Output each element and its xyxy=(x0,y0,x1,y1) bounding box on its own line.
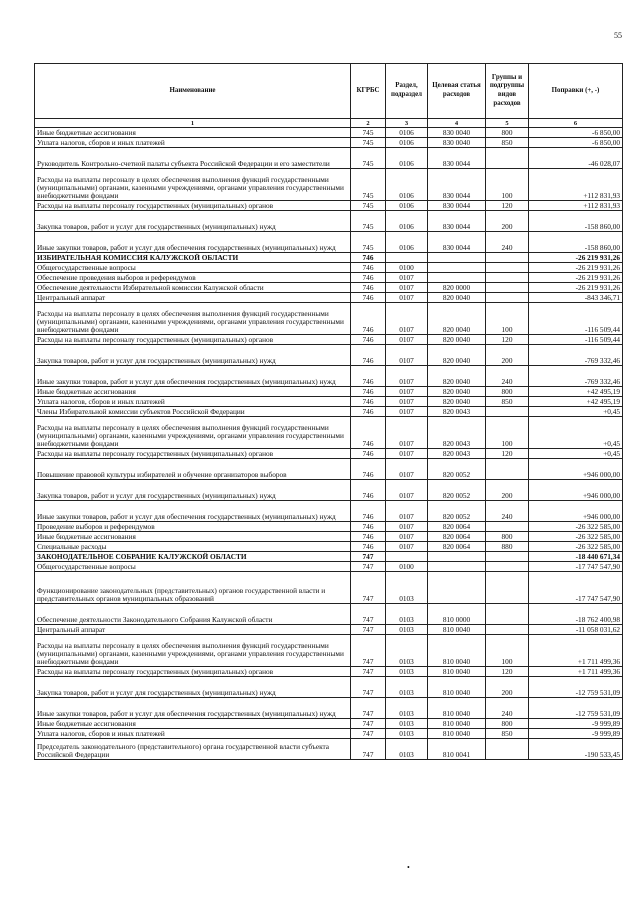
row-section: 0103 xyxy=(386,635,428,667)
row-target: 820 0064 xyxy=(428,522,486,532)
row-name: Закупка товаров, работ и услуг для государственных (муниципальных) нужд xyxy=(35,480,351,501)
row-kgrbs: 745 xyxy=(351,169,386,201)
budget-amendments-table xyxy=(34,63,623,760)
row-kgrbs: 746 xyxy=(351,303,386,335)
row-name: Закупка товаров, работ и услуг для государственных (муниципальных) нужд xyxy=(35,345,351,366)
table-row xyxy=(35,729,623,739)
row-value: -17 747 547,90 xyxy=(529,572,623,604)
row-kgrbs: 747 xyxy=(351,604,386,625)
row-value: -26 219 931,26 xyxy=(529,263,623,273)
row-section: 0107 xyxy=(386,501,428,522)
row-kgrbs: 746 xyxy=(351,449,386,459)
row-kgrbs: 746 xyxy=(351,387,386,397)
column-number: 4 xyxy=(428,119,486,128)
row-section: 0107 xyxy=(386,293,428,303)
row-name: Расходы на выплаты персоналу государственных (муниципальных) органов xyxy=(35,667,351,677)
row-name: Расходы на выплаты персоналу в целях обеспечения выполнения функций государственными (муниципальными) органами, казенными учреждениями, органами управления государственными внебюджетными фондами xyxy=(35,169,351,201)
row-name: Общегосударственные вопросы xyxy=(35,263,351,273)
row-value: +1 711 499,36 xyxy=(529,635,623,667)
row-name: Обеспечение проведения выборов и референдумов xyxy=(35,273,351,283)
row-group xyxy=(486,263,529,273)
row-group xyxy=(486,148,529,169)
row-target: 820 0052 xyxy=(428,501,486,522)
row-value: -12 759 531,09 xyxy=(529,698,623,719)
table-row xyxy=(35,335,623,345)
row-kgrbs: 747 xyxy=(351,635,386,667)
row-kgrbs: 746 xyxy=(351,293,386,303)
row-target: 820 0040 xyxy=(428,366,486,387)
row-kgrbs: 745 xyxy=(351,148,386,169)
row-name: Члены Избирательной комиссии субъектов Российской Федерации xyxy=(35,407,351,417)
row-target: 820 0043 xyxy=(428,449,486,459)
row-value: -26 322 585,00 xyxy=(529,522,623,532)
row-value: -190 533,45 xyxy=(529,739,623,760)
row-target: 810 0040 xyxy=(428,625,486,635)
row-group: 200 xyxy=(486,677,529,698)
row-value: -18 762 400,98 xyxy=(529,604,623,625)
row-name: Обеспечение деятельности Законодательного Собрания Калужской области xyxy=(35,604,351,625)
row-kgrbs: 746 xyxy=(351,397,386,407)
row-group xyxy=(486,283,529,293)
row-group: 200 xyxy=(486,211,529,232)
row-section xyxy=(386,552,428,562)
row-name: Расходы на выплаты персоналу в целях обеспечения выполнения функций государственными (муниципальными) органами, казенными учреждениями, органами управления государственными внебюджетными фондами xyxy=(35,417,351,449)
row-section: 0107 xyxy=(386,387,428,397)
row-group xyxy=(486,293,529,303)
row-name: Иные бюджетные ассигнования xyxy=(35,719,351,729)
row-group: 100 xyxy=(486,635,529,667)
row-kgrbs: 747 xyxy=(351,698,386,719)
row-section: 0107 xyxy=(386,303,428,335)
row-name: Закупка товаров, работ и услуг для государственных (муниципальных) нужд xyxy=(35,677,351,698)
row-section: 0106 xyxy=(386,148,428,169)
row-section: 0107 xyxy=(386,480,428,501)
row-name: Повышение правовой культуры избирателей и обучение организаторов выборов xyxy=(35,459,351,480)
row-group: 800 xyxy=(486,387,529,397)
row-target: 820 0043 xyxy=(428,407,486,417)
row-target: 810 0040 xyxy=(428,698,486,719)
row-target: 810 0040 xyxy=(428,729,486,739)
row-name: Расходы на выплаты персоналу в целях обеспечения выполнения функций государственными (муниципальными) органами, казенными учреждениями, органами управления государственными внебюджетными фондами xyxy=(35,303,351,335)
row-value: +946 000,00 xyxy=(529,459,623,480)
row-target: 810 0040 xyxy=(428,677,486,698)
row-kgrbs: 746 xyxy=(351,345,386,366)
row-value: -18 440 671,34 xyxy=(529,552,623,562)
row-group: 100 xyxy=(486,303,529,335)
row-group xyxy=(486,739,529,760)
row-target: 810 0040 xyxy=(428,719,486,729)
row-section: 0106 xyxy=(386,232,428,253)
stray-mark: • xyxy=(407,863,410,872)
row-target: 820 0040 xyxy=(428,345,486,366)
row-value: -26 219 931,26 xyxy=(529,273,623,283)
column-number: 5 xyxy=(486,119,529,128)
row-name: Уплата налогов, сборов и иных платежей xyxy=(35,729,351,739)
row-kgrbs: 746 xyxy=(351,459,386,480)
row-section: 0106 xyxy=(386,138,428,148)
row-value: -9 999,89 xyxy=(529,729,623,739)
row-value: -769 332,46 xyxy=(529,366,623,387)
row-target: 830 0044 xyxy=(428,211,486,232)
row-value: +946 000,00 xyxy=(529,501,623,522)
row-target: 820 0052 xyxy=(428,480,486,501)
row-kgrbs: 746 xyxy=(351,335,386,345)
row-name: Обеспечение деятельности Избирательной комиссии Калужской области xyxy=(35,283,351,293)
row-target xyxy=(428,273,486,283)
row-name: Расходы на выплаты персоналу государственных (муниципальных) органов xyxy=(35,449,351,459)
row-group: 100 xyxy=(486,169,529,201)
table-row xyxy=(35,232,623,253)
row-kgrbs: 745 xyxy=(351,128,386,138)
row-target: 820 0043 xyxy=(428,417,486,449)
table-row xyxy=(35,148,623,169)
row-kgrbs: 747 xyxy=(351,677,386,698)
row-name: Функционирование законодательных (представительных) органов государственной власти и представительных органов муниципальных образований xyxy=(35,572,351,604)
row-section: 0106 xyxy=(386,169,428,201)
row-target: 830 0044 xyxy=(428,201,486,211)
row-value: +112 831,93 xyxy=(529,201,623,211)
row-name: Иные бюджетные ассигнования xyxy=(35,128,351,138)
header-groups: Группы и подгруппы видов расходов xyxy=(486,64,529,119)
table-row xyxy=(35,366,623,387)
row-target: 820 0040 xyxy=(428,303,486,335)
row-value: -116 509,44 xyxy=(529,335,623,345)
row-group xyxy=(486,572,529,604)
row-kgrbs: 745 xyxy=(351,138,386,148)
row-group: 240 xyxy=(486,366,529,387)
table-row xyxy=(35,572,623,604)
row-group: 800 xyxy=(486,719,529,729)
row-target xyxy=(428,572,486,604)
row-kgrbs: 747 xyxy=(351,552,386,562)
row-section: 0103 xyxy=(386,667,428,677)
row-target xyxy=(428,263,486,273)
row-name: ЗАКОНОДАТЕЛЬНОЕ СОБРАНИЕ КАЛУЖСКОЙ ОБЛАСТИ xyxy=(35,552,351,562)
row-section: 0103 xyxy=(386,739,428,760)
row-target: 820 0052 xyxy=(428,459,486,480)
row-section: 0103 xyxy=(386,698,428,719)
row-value: -26 219 931,26 xyxy=(529,253,623,263)
header-kgrbs: КГРБС xyxy=(351,64,386,119)
row-group xyxy=(486,604,529,625)
row-target: 830 0044 xyxy=(428,232,486,253)
header-name: Наименование xyxy=(35,64,351,119)
row-kgrbs: 747 xyxy=(351,562,386,572)
row-section: 0103 xyxy=(386,729,428,739)
table-row xyxy=(35,739,623,760)
table-row xyxy=(35,273,623,283)
table-row xyxy=(35,387,623,397)
header-section: Раздел, подраздел xyxy=(386,64,428,119)
row-name: Проведение выборов и референдумов xyxy=(35,522,351,532)
row-name: Уплата налогов, сборов и иных платежей xyxy=(35,397,351,407)
row-group: 800 xyxy=(486,532,529,542)
row-target: 810 0000 xyxy=(428,604,486,625)
table-row xyxy=(35,667,623,677)
table-row xyxy=(35,293,623,303)
row-kgrbs: 746 xyxy=(351,417,386,449)
row-name: Расходы на выплаты персоналу государственных (муниципальных) органов xyxy=(35,335,351,345)
row-group: 120 xyxy=(486,335,529,345)
row-target xyxy=(428,562,486,572)
row-kgrbs: 746 xyxy=(351,253,386,263)
row-name: Расходы на выплаты персоналу в целях обеспечения выполнения функций государственными (муниципальными) органами, казенными учреждениями, органами управления государственными внебюджетными фондами xyxy=(35,635,351,667)
row-kgrbs: 745 xyxy=(351,201,386,211)
row-name: Специальные расходы xyxy=(35,542,351,552)
row-value: -158 860,00 xyxy=(529,211,623,232)
table-row xyxy=(35,397,623,407)
row-group xyxy=(486,562,529,572)
row-target: 820 0064 xyxy=(428,532,486,542)
row-section: 0107 xyxy=(386,459,428,480)
row-group xyxy=(486,407,529,417)
row-group: 880 xyxy=(486,542,529,552)
row-kgrbs: 746 xyxy=(351,480,386,501)
row-section: 0107 xyxy=(386,417,428,449)
table-row xyxy=(35,480,623,501)
table-row xyxy=(35,407,623,417)
column-number-row xyxy=(35,119,623,128)
row-group xyxy=(486,522,529,532)
row-kgrbs: 745 xyxy=(351,232,386,253)
table-row xyxy=(35,128,623,138)
row-group: 800 xyxy=(486,128,529,138)
row-target: 810 0040 xyxy=(428,667,486,677)
row-value: -116 509,44 xyxy=(529,303,623,335)
row-section: 0100 xyxy=(386,562,428,572)
row-section: 0107 xyxy=(386,283,428,293)
row-section: 0103 xyxy=(386,719,428,729)
row-group: 120 xyxy=(486,201,529,211)
row-name: ИЗБИРАТЕЛЬНАЯ КОМИССИЯ КАЛУЖСКОЙ ОБЛАСТИ xyxy=(35,253,351,263)
row-kgrbs: 746 xyxy=(351,283,386,293)
row-section: 0103 xyxy=(386,625,428,635)
row-group: 850 xyxy=(486,729,529,739)
column-number: 1 xyxy=(35,119,351,128)
row-value: -11 058 031,62 xyxy=(529,625,623,635)
row-kgrbs: 746 xyxy=(351,542,386,552)
row-value: +1 711 499,36 xyxy=(529,667,623,677)
table-row xyxy=(35,677,623,698)
table-row xyxy=(35,345,623,366)
row-target: 830 0040 xyxy=(428,138,486,148)
row-kgrbs: 747 xyxy=(351,572,386,604)
row-section: 0107 xyxy=(386,273,428,283)
row-target: 830 0044 xyxy=(428,169,486,201)
row-section: 0107 xyxy=(386,335,428,345)
row-target: 820 0040 xyxy=(428,293,486,303)
row-kgrbs: 746 xyxy=(351,532,386,542)
table-row xyxy=(35,552,623,562)
table-row xyxy=(35,449,623,459)
row-target: 820 0040 xyxy=(428,387,486,397)
row-kgrbs: 746 xyxy=(351,522,386,532)
row-group: 200 xyxy=(486,480,529,501)
table-row xyxy=(35,263,623,273)
row-section: 0100 xyxy=(386,263,428,273)
row-value: -6 850,00 xyxy=(529,138,623,148)
row-name: Уплата налогов, сборов и иных платежей xyxy=(35,138,351,148)
row-section: 0107 xyxy=(386,345,428,366)
row-group xyxy=(486,253,529,263)
table-row xyxy=(35,698,623,719)
row-name: Закупка товаров, работ и услуг для государственных (муниципальных) нужд xyxy=(35,211,351,232)
row-section: 0103 xyxy=(386,572,428,604)
table-header-row xyxy=(35,64,623,119)
table-row xyxy=(35,501,623,522)
row-kgrbs: 746 xyxy=(351,501,386,522)
row-kgrbs: 746 xyxy=(351,366,386,387)
row-group xyxy=(486,273,529,283)
row-kgrbs: 747 xyxy=(351,667,386,677)
row-name: Иные закупки товаров, работ и услуг для обеспечения государственных (муниципальных) нужд xyxy=(35,501,351,522)
row-name: Центральный аппарат xyxy=(35,293,351,303)
row-group xyxy=(486,625,529,635)
row-name: Расходы на выплаты персоналу государственных (муниципальных) органов xyxy=(35,201,351,211)
table-row xyxy=(35,169,623,201)
table-row xyxy=(35,562,623,572)
row-section: 0107 xyxy=(386,542,428,552)
row-target: 830 0040 xyxy=(428,128,486,138)
row-kgrbs: 746 xyxy=(351,407,386,417)
row-target: 820 0040 xyxy=(428,397,486,407)
row-value: +946 000,00 xyxy=(529,480,623,501)
row-section: 0106 xyxy=(386,201,428,211)
table-row xyxy=(35,459,623,480)
row-section: 0107 xyxy=(386,397,428,407)
row-section: 0106 xyxy=(386,211,428,232)
table-row xyxy=(35,625,623,635)
row-section: 0107 xyxy=(386,407,428,417)
row-value: -26 322 585,00 xyxy=(529,542,623,552)
row-value: -12 759 531,09 xyxy=(529,677,623,698)
row-section: 0107 xyxy=(386,366,428,387)
row-target: 810 0041 xyxy=(428,739,486,760)
row-section xyxy=(386,253,428,263)
row-target: 820 0000 xyxy=(428,283,486,293)
header-amendments: Поправки (+, -) xyxy=(529,64,623,119)
column-number: 6 xyxy=(529,119,623,128)
row-section: 0107 xyxy=(386,532,428,542)
row-section: 0107 xyxy=(386,449,428,459)
row-group: 120 xyxy=(486,667,529,677)
row-target: 830 0044 xyxy=(428,148,486,169)
row-value: +42 495,19 xyxy=(529,397,623,407)
table-row xyxy=(35,522,623,532)
table-row xyxy=(35,283,623,293)
table-row xyxy=(35,417,623,449)
row-group: 240 xyxy=(486,232,529,253)
table-row xyxy=(35,138,623,148)
row-name: Иные бюджетные ассигнования xyxy=(35,387,351,397)
row-name: Центральный аппарат xyxy=(35,625,351,635)
table-row xyxy=(35,635,623,667)
row-section: 0106 xyxy=(386,128,428,138)
row-value: -158 860,00 xyxy=(529,232,623,253)
table-row xyxy=(35,303,623,335)
row-name: Иные бюджетные ассигнования xyxy=(35,532,351,542)
page-number: 55 xyxy=(614,31,622,40)
row-name: Руководитель Контрольно-счетной палаты субъекта Российской Федерации и его заместители xyxy=(35,148,351,169)
row-section: 0107 xyxy=(386,522,428,532)
row-group: 850 xyxy=(486,138,529,148)
row-group xyxy=(486,459,529,480)
row-group: 240 xyxy=(486,698,529,719)
row-target: 810 0040 xyxy=(428,635,486,667)
table-row xyxy=(35,719,623,729)
column-number: 3 xyxy=(386,119,428,128)
row-value: +0,45 xyxy=(529,407,623,417)
row-value: +0,45 xyxy=(529,417,623,449)
row-name: Иные закупки товаров, работ и услуг для обеспечения государственных (муниципальных) нужд xyxy=(35,232,351,253)
row-kgrbs: 746 xyxy=(351,263,386,273)
row-value: +42 495,19 xyxy=(529,387,623,397)
column-number: 2 xyxy=(351,119,386,128)
row-kgrbs: 747 xyxy=(351,729,386,739)
row-group: 850 xyxy=(486,397,529,407)
table-row xyxy=(35,201,623,211)
row-value: -26 219 931,26 xyxy=(529,283,623,293)
row-kgrbs: 746 xyxy=(351,273,386,283)
row-value: -843 346,71 xyxy=(529,293,623,303)
row-value: -9 999,89 xyxy=(529,719,623,729)
table-row xyxy=(35,253,623,263)
row-kgrbs: 745 xyxy=(351,211,386,232)
row-section: 0103 xyxy=(386,604,428,625)
table-row xyxy=(35,211,623,232)
row-target xyxy=(428,552,486,562)
row-group: 200 xyxy=(486,345,529,366)
row-group xyxy=(486,552,529,562)
row-group: 120 xyxy=(486,449,529,459)
row-value: -17 747 547,90 xyxy=(529,562,623,572)
row-group: 100 xyxy=(486,417,529,449)
row-name: Общегосударственные вопросы xyxy=(35,562,351,572)
row-name: Иные закупки товаров, работ и услуг для обеспечения государственных (муниципальных) нужд xyxy=(35,366,351,387)
row-kgrbs: 747 xyxy=(351,739,386,760)
row-section: 0103 xyxy=(386,677,428,698)
table-row xyxy=(35,604,623,625)
row-kgrbs: 747 xyxy=(351,625,386,635)
row-group: 240 xyxy=(486,501,529,522)
row-kgrbs: 747 xyxy=(351,719,386,729)
row-value: +112 831,93 xyxy=(529,169,623,201)
row-value: -6 850,00 xyxy=(529,128,623,138)
row-target: 820 0040 xyxy=(428,335,486,345)
table-row xyxy=(35,542,623,552)
row-name: Иные закупки товаров, работ и услуг для обеспечения государственных (муниципальных) нужд xyxy=(35,698,351,719)
row-value: +0,45 xyxy=(529,449,623,459)
row-value: -46 028,07 xyxy=(529,148,623,169)
row-value: -26 322 585,00 xyxy=(529,532,623,542)
row-target xyxy=(428,253,486,263)
row-name: Председатель законодательного (представительного) органа государственной власти субъекта Российской Федерации xyxy=(35,739,351,760)
table-row xyxy=(35,532,623,542)
row-target: 820 0064 xyxy=(428,542,486,552)
row-value: -769 332,46 xyxy=(529,345,623,366)
header-target: Целевая статья расходов xyxy=(428,64,486,119)
